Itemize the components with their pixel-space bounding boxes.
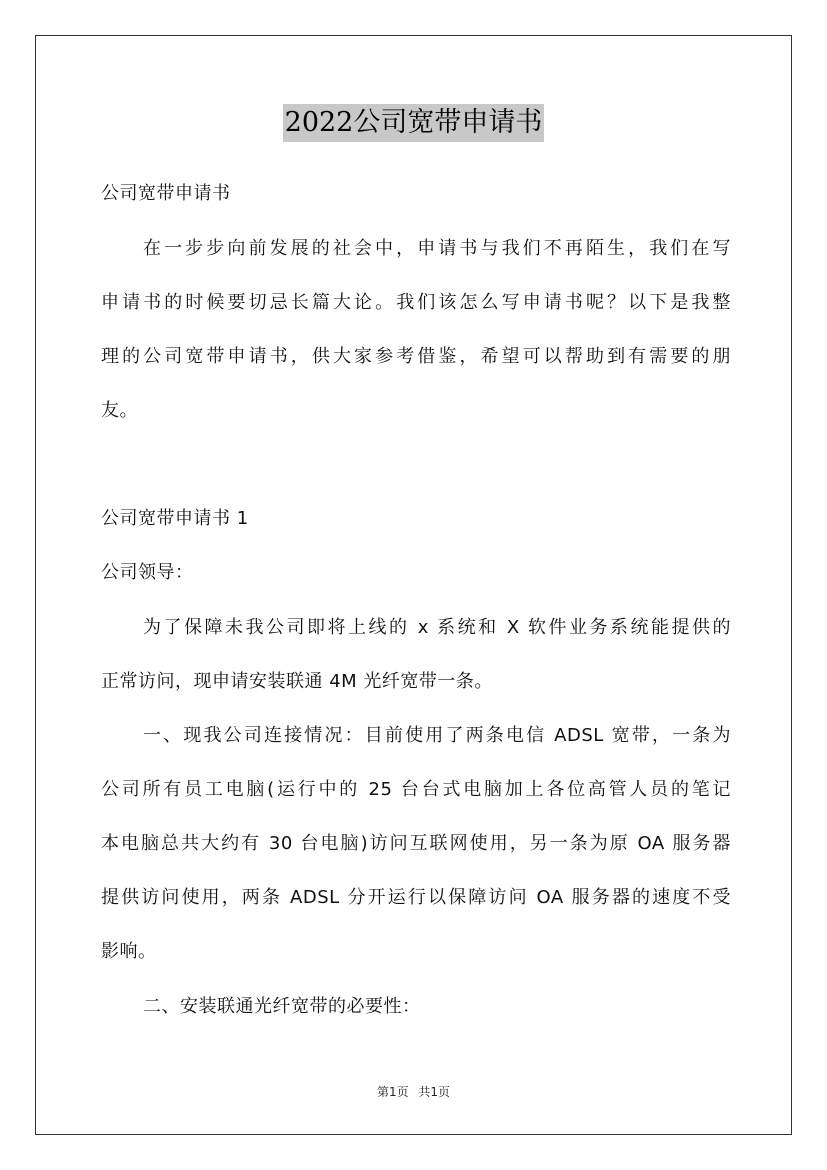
title-container <box>0 104 827 142</box>
para1-line-2: 正常访问，现申请安装联通 4M 光纤宽带一条。 <box>101 671 493 692</box>
para1-line-1: 为了保障未我公司即将上线的 x 系统和 X 软件业务系统能提供的 <box>143 617 731 638</box>
intro-line-1: 在一步步向前发展的社会中，申请书与我们不再陌生，我们在写 <box>143 238 731 259</box>
page-number: 第1页 <box>376 1085 409 1099</box>
intro-line-4: 友。 <box>101 400 138 421</box>
document-subtitle: 公司宽带申请书 <box>101 183 231 204</box>
para2-line-2: 公司所有员工电脑(运行中的 25 台台式电脑加上各位高管人员的笔记 <box>101 779 731 800</box>
para2-line-5: 影响。 <box>101 941 157 962</box>
page-footer <box>0 1084 827 1100</box>
para2-line-1: 一、现我公司连接情况：目前使用了两条电信 ADSL 宽带，一条为 <box>143 725 731 746</box>
para2-line-3: 本电脑总共大约有 30 台电脑)访问互联网使用，另一条为原 OA 服务器 <box>101 833 731 854</box>
page-total: 共1页 <box>418 1085 451 1099</box>
intro-line-2: 申请书的时候要切忌长篇大论。我们该怎么写申请书呢？以下是我整 <box>101 292 731 313</box>
para2-line-4: 提供访问使用，两条 ADSL 分开运行以保障访问 OA 服务器的速度不受 <box>101 887 731 908</box>
section-heading: 公司宽带申请书 1 <box>101 508 249 529</box>
salutation: 公司领导： <box>101 562 194 583</box>
intro-line-3: 理的公司宽带申请书，供大家参考借鉴，希望可以帮助到有需要的朋 <box>101 346 731 367</box>
para3-heading: 二、安装联通光纤宽带的必要性： <box>143 996 421 1017</box>
document-title: 2022公司宽带申请书 <box>283 104 545 142</box>
